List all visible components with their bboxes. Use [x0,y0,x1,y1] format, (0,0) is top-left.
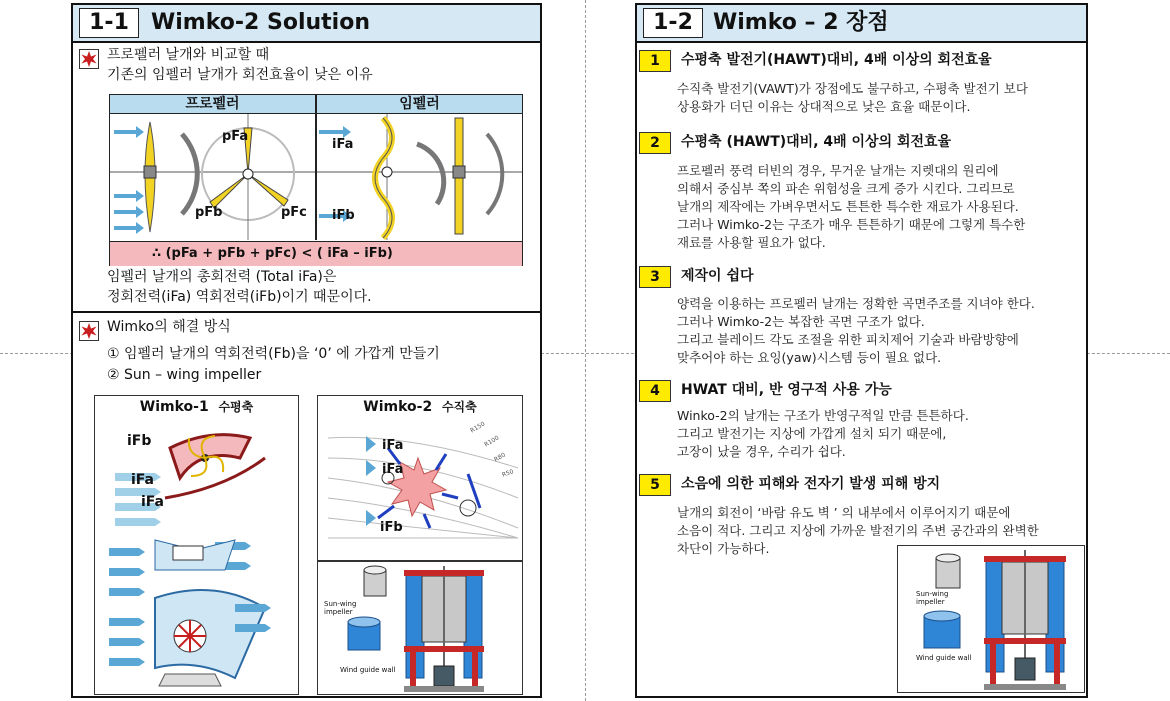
wimko1-sub: 수평축 [218,400,254,414]
item-body-1-line2: 상용화가 더딘 이유는 상대적으로 낮은 효율 때문이다. [677,99,971,114]
item-title-3: 제작이 쉽다 [681,268,754,284]
wimko2-label-ifa2: iFa [382,462,404,477]
section-number: 1-1 [79,8,139,38]
tower-sun-wing-label: Sun-wing impeller [916,590,949,606]
item-body-4-line3: 고장이 났을 경우, 수리가 쉽다. [677,444,846,459]
wimko2-guide-wall-label: Wind guide wall [340,666,396,674]
wimko1-figure [94,395,299,695]
sec2-title: Wimko의 해결 방식 [107,319,231,335]
label-pfa: pFa [222,129,249,144]
wimko2-tower-figure [317,561,523,695]
label-pfb: pFb [195,205,223,220]
formula: ∴ (pFa + pFb + pFc) < ( iFa – iFb) [152,246,393,261]
wimko2-sun-wing-label: Sun-wing impeller [324,600,357,616]
item-body-3-line3: 그리고 블레이드 각도 조절을 위한 피치제어 기술과 바람방향에 [677,332,1019,347]
tower-figure [897,545,1085,693]
comparison-table [109,94,523,266]
item-number-4: 4 [639,380,671,402]
section-divider [73,311,540,313]
item-body-4-line2: 그리고 발전기는 지상에 가깝게 설치 되기 때문에, [677,426,947,441]
sec1-line1: 프로펠러 날개와 비교할 때 [107,47,270,63]
radius-r80: R80 [493,451,507,464]
radius-r100: R100 [483,434,501,449]
after-line2: 정회전력(iFa) 역회전력(iFb)이기 때문이다. [107,289,372,305]
wimko1-title [95,398,298,415]
wimko2-label-ifa1: iFa [382,438,404,453]
section-title: Wimko-2 Solution [151,10,370,35]
sec1-line2: 기존의 임펠러 날개가 회전효율이 낮은 이유 [107,67,373,83]
item-number-3: 3 [639,266,671,288]
label-ifb: iFb [332,208,355,223]
item-title-5: 소음에 의한 피해와 전자기 발생 피해 방지 [681,476,941,492]
item-number-5: 5 [639,474,671,496]
item-body-1-line1: 수직축 발전기(VAWT)가 장점에도 불구하고, 수평축 발전기 보다 [677,81,1028,96]
page-guide-vertical [585,0,586,701]
section-number: 1-2 [643,8,703,38]
tower-guide-wall-label: Wind guide wall [916,654,972,662]
right-panel [635,3,1088,698]
label-pfc: pFc [281,205,307,220]
label-ifa: iFa [332,137,354,152]
item-title-4: HWAT 대비, 반 영구적 사용 가능 [681,382,892,398]
wimko1-label-ifb: iFb [127,433,152,449]
item-body-2-line3: 날개의 제작에는 가벼우면서도 튼튼한 특수한 재료가 사용된다. [677,199,1019,214]
radius-r150: R150 [469,420,487,435]
wimko2-title [318,398,522,415]
wimko1-drawing [95,418,298,693]
item-body-5-line3: 차단이 가능하다. [677,541,770,556]
item-body-4-line1: Winko-2의 날개는 구조가 반영구적일 만큼 튼튼하다. [677,408,969,423]
propeller-diagram [110,114,315,240]
left-panel [71,3,542,698]
sec2-item2: ② Sun – wing impeller [107,367,262,383]
formula-bar [110,241,522,266]
item-body-3-line4: 맞추어야 하는 요잉(yaw)시스템 등이 필요 없다. [677,350,942,365]
wimko2-sub: 수직축 [441,400,477,414]
wimko1-label-ifa2: iFa [141,494,164,510]
item-body-2-line5: 재료를 사용할 필요가 없다. [677,235,826,250]
item-body-5-line1: 날개의 회전이 ‘바람 유도 벽 ’ 의 내부에서 이루어지기 때문에 [677,505,1011,520]
after-line1: 임펠러 날개의 총회전력 (Total iFa)은 [107,269,337,285]
wimko1-name: Wimko-1 [139,399,209,415]
propeller-header: 프로펠러 [110,95,315,113]
item-body-3-line1: 양력을 이용하는 프로펠러 날개는 정확한 곡면주조를 지녀야 한다. [677,296,1035,311]
item-body-2-line4: 그러나 Wimko-2는 구조가 매우 튼튼하기 때문에 그렇게 특수한 [677,217,1026,232]
item-title-2: 수평축 (HAWT)대비, 4배 이상의 회전효율 [681,134,952,150]
item-number-1: 1 [639,50,671,72]
wimko2-name: Wimko-2 [363,399,433,415]
left-title-bar [73,5,540,43]
star-bullet-icon [79,49,99,69]
sec2-item1: ① 임펠러 날개의 역회전력(Fb)을 ‘0’ 에 가깝게 만들기 [107,346,440,362]
section-title: Wimko – 2 장점 [713,10,889,35]
item-body-2-line1: 프로펠러 풍력 터빈의 경우, 무거운 날개는 지렛대의 원리에 [677,163,999,178]
radius-r50: R50 [501,468,515,479]
wimko2-label-ifb: iFb [380,520,403,535]
right-title-bar [637,5,1086,43]
tower-drawing [898,546,1084,692]
impeller-header: 임펠러 [317,95,522,113]
item-body-3-line2: 그러나 Wimko-2는 복잡한 곡면 구조가 없다. [677,314,925,329]
wimko1-label-ifa1: iFa [131,472,154,488]
star-bullet-icon [79,321,99,341]
wimko2-figure [317,395,523,561]
item-title-1: 수평축 발전기(HAWT)대비, 4배 이상의 회전효율 [681,52,992,68]
item-body-5-line2: 소음이 적다. 그리고 지상에 가까운 발전기의 주변 공간과의 완벽한 [677,523,1039,538]
item-body-2-line2: 의해서 중심부 쪽의 파손 위험성을 크게 증가 시킨다. 그리므로 [677,181,1015,196]
wimko2-tower-drawing [318,562,522,694]
item-number-2: 2 [639,132,671,154]
